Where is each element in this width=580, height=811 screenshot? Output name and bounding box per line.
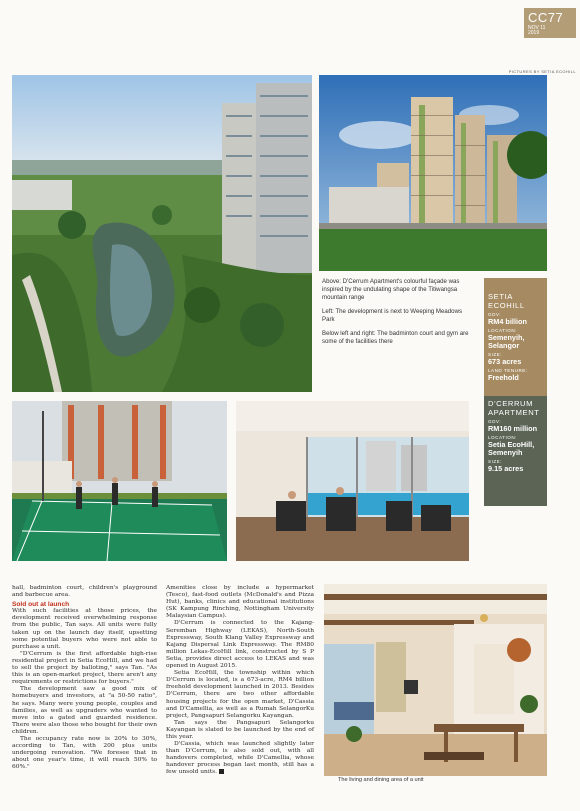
- factbox-label: LOCATION:: [488, 328, 517, 333]
- article-paragraph: Tan says the Pangsapuri Selangorku Kayangan is slated to be launched by the end of this year.: [166, 719, 314, 740]
- factbox-value: Setia EcoHill,: [488, 440, 535, 449]
- factbox-value: RM160 million: [488, 424, 538, 433]
- article-column-1: [12, 585, 157, 771]
- article-paragraph: Amenities close by include a hypermarket (Tesco), fast-food outlets (McDonald's and Pizza Hut), banks, clinics and educational institutions (SK Kampung Rinching, Nottingham University Malaysian Campus).: [166, 585, 314, 620]
- park-pond-photo: [12, 75, 312, 392]
- factbox-value: RM4 billion: [488, 317, 527, 326]
- caption-below: Below left and right: The badminton court and gym are some of the facilities there: [322, 330, 469, 345]
- article-column-2: [166, 585, 314, 777]
- caption-left: Left: The development is next to Weeping Meadows Park: [322, 308, 463, 323]
- factbox-value: Semenyih,: [488, 333, 525, 342]
- caption-above: Above: D'Cerrum Apartment's colourful façade was inspired by the undulating shape of the Titiwangsa mountain range: [322, 278, 460, 301]
- gym-photo: [236, 401, 469, 561]
- article-paragraph: hall, badminton court, children's playground and barbecue area.: [12, 585, 157, 599]
- article-paragraph: With such facilities at those prices, the development received overwhelming response from the public, Tan says. All units were fully taken up on the launch day itself, upsetting some potential buyers who were not able to purchase a unit.: [12, 608, 157, 650]
- article-subhead: Sold out at launch: [12, 601, 70, 609]
- factbox-value: 673 acres: [488, 357, 522, 366]
- factbox-label: LAND TENURE:: [488, 368, 528, 373]
- factbox-value: 9.15 acres: [488, 464, 524, 473]
- factbox-label: GDV:: [488, 419, 502, 424]
- dcerrum-factbox: [484, 396, 547, 506]
- living-dining-photo: [324, 584, 547, 776]
- article-paragraph: D'Cassia, which was launched slightly later than D'Cerrum, is also sold out, with all handovers completed, while D'Camellia, whose handover process began last month, still has a few unsold units.: [166, 741, 314, 776]
- issue-date: NOV 11 2019: [528, 25, 546, 36]
- photo-credit: PICTURES BY SETIA ECOHILL: [508, 69, 576, 74]
- badminton-court-photo: [12, 401, 227, 561]
- setia-ecohill-factbox: [484, 278, 547, 396]
- article-paragraph: "D'Cerrum is the first affordable high-rise residential project in Setia EcoHill, and we had to sell the project by balloting," says Tan. "As this is an open-market project, there aren't any requirements or restrictions for buyers.": [12, 650, 157, 686]
- dining-caption: The living and dining area of a unit: [338, 777, 424, 783]
- page-number-badge: [524, 8, 576, 38]
- factbox-label: SIZE:: [488, 459, 502, 464]
- factbox-value: Semenyih: [488, 448, 523, 457]
- factbox-value: Freehold: [488, 373, 519, 382]
- factbox-label: GDV:: [488, 312, 502, 317]
- article-paragraph: D'Cerrum is connected to the Kajang-Seremban Highway (LEKAS), North-South Expressway, South Klang Valley Expressway and Kajang Dispersal Link Expressway. The RM80 million Lekas-EcoHill link, constructed by S P Setia, provides direct access to LEKAS and was opened in August 2015.: [166, 620, 314, 670]
- factbox-title: SETIA ECOHILL: [488, 292, 525, 310]
- factbox-value: Selangor: [488, 341, 520, 350]
- article-paragraph: The development saw a good mix of homebuyers and investors, at "a 50-50 ratio", he says. Many were young people, couples and families, as well as upgraders who wanted to move into a gated and guarded residence. There were also those who bought for their own children.: [12, 686, 157, 735]
- end-of-article-icon: [219, 769, 224, 774]
- factbox-title: D'CERRUM APARTMENT: [488, 399, 540, 417]
- article-paragraph: The occupancy rate now is 20% to 30%, according to Tan, with 200 plus units undergoing renovation. "We foresee that in about one year's time, it will reach 50% to 60%.": [12, 735, 157, 771]
- apartment-towers-photo: [319, 75, 547, 271]
- photo-captions: [322, 278, 474, 352]
- article-paragraph: Setia EcoHill, the township within which D'Cerrum is located, is a 673-acre, RM4 billion freehold development launched in 2013. Besides D'Cerrum, there are two other affordable housing projects for the open market, D'Cassia and D'Camellia, as well as a Rumah SelangorKu project, Pangsapuri Selangorku Kayangan.: [166, 670, 314, 719]
- factbox-label: SIZE:: [488, 352, 502, 357]
- factbox-label: LOCATION:: [488, 435, 517, 440]
- page-code: CC77: [528, 10, 564, 25]
